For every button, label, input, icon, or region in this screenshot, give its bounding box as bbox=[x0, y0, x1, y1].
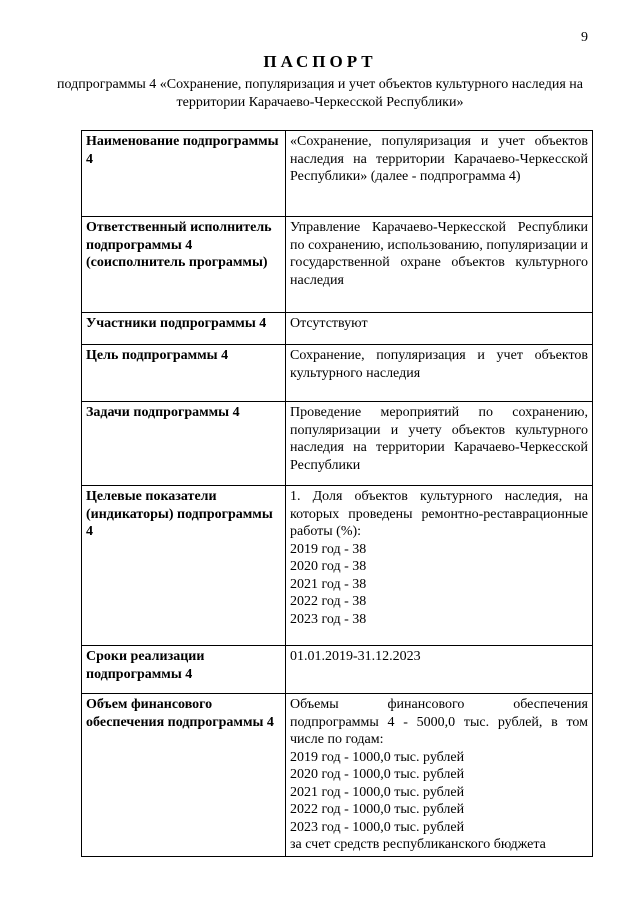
row-value bbox=[286, 345, 593, 402]
row-value-line: 2022 год - 1000,0 тыс. рублей bbox=[290, 802, 465, 817]
row-value bbox=[286, 217, 593, 313]
row-value bbox=[286, 646, 593, 694]
row-label: Задачи подпрограммы 4 bbox=[82, 402, 286, 486]
row-value bbox=[286, 131, 593, 217]
row-value bbox=[286, 402, 593, 486]
table-row bbox=[82, 131, 593, 217]
row-label: Наименование подпрограммы 4 bbox=[82, 131, 286, 217]
page-number: 9 bbox=[581, 30, 588, 45]
row-value-line: 2020 год - 38 bbox=[290, 559, 367, 574]
table-row bbox=[82, 646, 593, 694]
table-row bbox=[82, 313, 593, 345]
table-row bbox=[82, 486, 593, 646]
table-row bbox=[82, 694, 593, 857]
row-label: Ответственный исполнитель подпрограммы 4 (соисполнитель программы) bbox=[82, 217, 286, 313]
passport-title: ПАСПОРТ bbox=[263, 52, 377, 71]
row-value-line: Проведение мероприятий по сохранению, популяризации и учету объектов культурного наследия на территории Карачаево-Черкесской Республики bbox=[290, 405, 588, 473]
table-row bbox=[82, 402, 593, 486]
row-label: Цель подпрограммы 4 bbox=[82, 345, 286, 402]
row-value-line: 2022 год - 38 bbox=[290, 594, 367, 609]
table-row bbox=[82, 345, 593, 402]
row-label: Целевые показатели (индикаторы) подпрограммы 4 bbox=[82, 486, 286, 646]
passport-table bbox=[81, 130, 593, 857]
row-value-line: 2021 год - 1000,0 тыс. рублей bbox=[290, 784, 465, 800]
row-value-line: Сохранение, популяризация и учет объектов культурного наследия bbox=[290, 348, 588, 381]
row-value-line: 2021 год - 38 bbox=[290, 576, 367, 592]
row-value-line: 2020 год - 1000,0 тыс. рублей bbox=[290, 767, 465, 782]
row-value-line: Управление Карачаево-Черкесской Республики по сохранению, использованию, популяризации и государственной охране объектов культурного наследия bbox=[290, 220, 588, 288]
row-value-line: Объемы финансового обеспечения подпрограммы 4 - 5000,0 тыс. рублей, в том числе по годам: bbox=[290, 697, 588, 747]
row-value-line: 2023 год - 38 bbox=[290, 611, 367, 627]
row-value-line: 2023 год - 1000,0 тыс. рублей bbox=[290, 819, 465, 835]
row-label: Участники подпрограммы 4 bbox=[82, 313, 286, 345]
row-value-line: 01.01.2019-31.12.2023 bbox=[290, 649, 421, 664]
row-value-line: 1. Доля объектов культурного наследия, на которых проведены ремонтно-реставрационные работы (%): bbox=[290, 489, 588, 539]
row-label: Сроки реализации подпрограммы 4 bbox=[82, 646, 286, 694]
row-value-line: «Сохранение, популяризация и учет объектов наследия на территории Карачаево-Черкесской Республики» (далее - подпрограмма 4) bbox=[290, 134, 588, 184]
document-heading bbox=[0, 52, 640, 112]
passport-subtitle: подпрограммы 4 «Сохранение, популяризация и учет объектов культурного наследия на территории Карачаево-Черкесской Республики» bbox=[57, 77, 583, 110]
table-row bbox=[82, 217, 593, 313]
row-value bbox=[286, 313, 593, 345]
row-value-line: Отсутствуют bbox=[290, 316, 368, 331]
row-value bbox=[286, 694, 593, 857]
row-label: Объем финансового обеспечения подпрограммы 4 bbox=[82, 694, 286, 857]
row-value bbox=[286, 486, 593, 646]
row-value-line: 2019 год - 38 bbox=[290, 541, 367, 557]
row-value-line: 2019 год - 1000,0 тыс. рублей bbox=[290, 749, 465, 765]
row-value-line: за счет средств республиканского бюджета bbox=[290, 837, 546, 852]
